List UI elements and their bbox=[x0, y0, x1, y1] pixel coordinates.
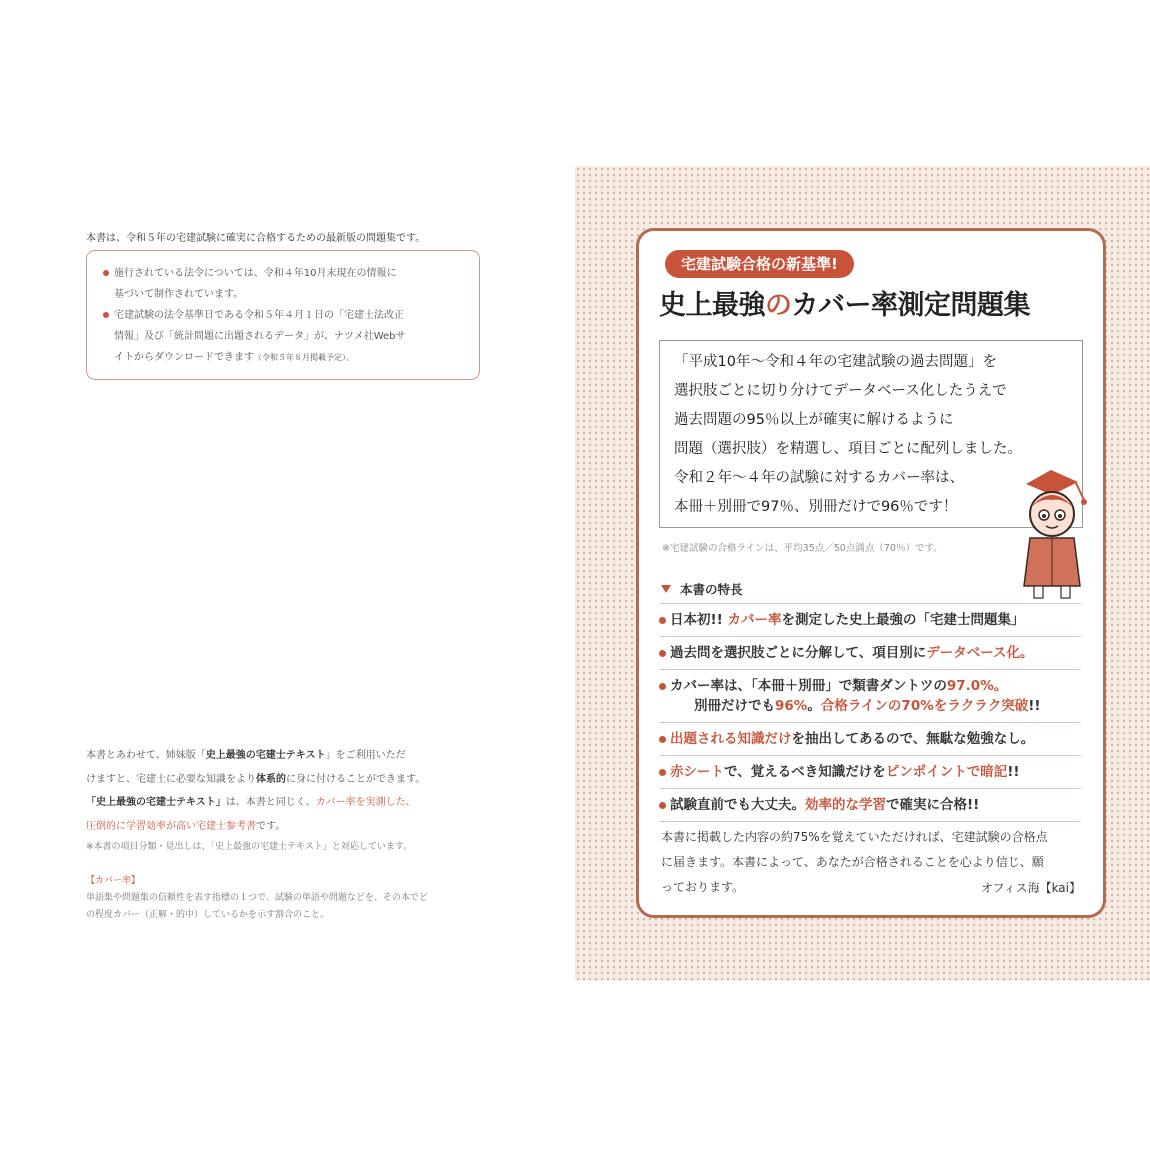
bullet-dot-icon bbox=[659, 769, 666, 776]
closing-text: に届きます。本書によって、あなたが合格されることを心より信じ、願 bbox=[661, 855, 1044, 869]
summary-line: 「平成10年～令和４年の宅建試験の過去問題」を bbox=[674, 354, 997, 370]
feature-text: 日本初!! bbox=[670, 612, 723, 628]
cover-rate-definition bbox=[86, 873, 506, 924]
triangle-down-icon bbox=[661, 585, 671, 593]
note-text: に身に付けることができます。 bbox=[286, 773, 426, 785]
author-signature: オフィス海【kai】 bbox=[980, 881, 1081, 895]
feature-item bbox=[659, 788, 1081, 822]
feature-highlight: 97.0%。 bbox=[946, 678, 1008, 694]
pass-line-note: ※宅建試験の合格ラインは、平均35点／50点満点（70％）です。 bbox=[662, 543, 943, 554]
feature-text: を抽出してあるので、無駄な勉強なし。 bbox=[791, 731, 1035, 747]
headline-badge: 宅建試験合格の新基準! bbox=[665, 250, 854, 278]
feature-text: !! bbox=[1007, 764, 1020, 780]
feature-text: 過去問を選択肢ごとに分解して、項目別に bbox=[670, 645, 927, 661]
feature-item bbox=[659, 755, 1081, 788]
note-highlight: カバー率を実測した、 bbox=[315, 797, 416, 808]
feature-highlight: データベース化。 bbox=[926, 645, 1034, 661]
summary-line: 選択肢ごとに切り分けてデータベース化したうえで bbox=[674, 383, 1007, 399]
page-title bbox=[659, 283, 1030, 322]
feature-text: !! bbox=[1028, 698, 1041, 714]
feature-text: で、覚えるべき知識だけを bbox=[724, 764, 886, 780]
feature-text: カバー率は、「本冊＋別冊」で類書ダントツの bbox=[670, 678, 947, 694]
note-text: けますと、宅建士に必要な知識をより bbox=[86, 773, 256, 785]
feature-highlight: 96% bbox=[775, 698, 808, 714]
notice-box bbox=[86, 250, 480, 380]
feature-text: 別冊だけでも bbox=[694, 698, 775, 714]
bullet-dot-icon bbox=[659, 683, 666, 690]
note-text: 本書とあわせて、姉妹版「 bbox=[86, 750, 206, 761]
title-text: カバー率測定問題集 bbox=[791, 290, 1030, 321]
note-text: は、本書と同じく、 bbox=[225, 797, 316, 808]
book-title: 史上最強の宅建士テキスト bbox=[205, 750, 326, 761]
summary-line: 問題（選択肢）を精選し、項目ごとに配列しました。 bbox=[674, 441, 1022, 457]
feature-text: 試験直前でも大丈夫。 bbox=[670, 797, 805, 813]
summary-line: 令和２年～４年の試験に対するカバー率は、 bbox=[674, 470, 964, 486]
closing-text: っております。 bbox=[661, 880, 745, 894]
notice-bullet bbox=[103, 263, 465, 305]
summary-line: 過去問題の95％以上が確実に解けるように bbox=[674, 412, 954, 428]
feature-text: を測定した史上最強の「宅建士問題集」 bbox=[781, 612, 1025, 628]
definition-text: の程度カバー（正解・的中）しているかを示す割合のこと。 bbox=[86, 910, 330, 920]
bullet-dot-icon bbox=[659, 802, 666, 809]
definition-text: 単語集や問題集の信頼性を表す指標の１つで、試験の単語や問題などを、その本でど bbox=[86, 893, 428, 903]
features-heading bbox=[661, 580, 743, 598]
notice-text: イトからダウンロードできます bbox=[114, 352, 254, 363]
bullet-dot-icon bbox=[659, 736, 666, 743]
notice-bullet bbox=[103, 305, 465, 368]
bullet-dot-icon bbox=[659, 650, 666, 657]
summary-line: 本冊＋別冊で97％、別冊だけで96％です！ bbox=[674, 499, 958, 515]
notice-text: 宅建試験の法令基準日である令和５年４月１日の「宅建士法改正 bbox=[114, 310, 404, 321]
notice-text: 施行されている法令については、令和４年10月末現在の情報に bbox=[114, 268, 397, 279]
companion-book-note bbox=[86, 744, 496, 856]
feature-highlight: 効率的な学習 bbox=[805, 797, 886, 813]
note-text: です。 bbox=[256, 820, 286, 832]
notice-text: 情報」及び「統計問題に出題されるデータ」が、ナツメ社Webサ bbox=[114, 331, 406, 342]
closing-text: 本書に掲載した内容の約75%を覚えていただければ、宅建試験の合格点 bbox=[661, 830, 1048, 844]
note-text: 」をご利用いただ bbox=[325, 750, 406, 761]
note-highlight: 圧倒的に学習効率が高い宅建士参考書 bbox=[86, 820, 256, 832]
intro-text: 本書は、令和５年の宅建試験に確実に合格するための最新版の問題集です。 bbox=[86, 233, 426, 244]
feature-highlight: カバー率 bbox=[727, 612, 782, 628]
graduate-mascot-icon bbox=[1006, 462, 1096, 602]
notice-small-text: （令和５年８月掲載予定）。 bbox=[254, 353, 354, 362]
feature-highlight: ピンポイントで暗記 bbox=[885, 764, 1008, 780]
features-heading-text: 本書の特長 bbox=[680, 582, 743, 597]
feature-highlight: 合格ラインの70%をラクラク突破 bbox=[820, 698, 1029, 714]
feature-highlight: 出題される知識だけ bbox=[670, 731, 792, 747]
title-text: の bbox=[765, 290, 792, 321]
feature-item bbox=[659, 669, 1081, 722]
note-footnote: ※本書の項目分類・見出しは、「史上最強の宅建士テキスト」と対応しています。 bbox=[86, 842, 413, 852]
feature-highlight: 赤シート bbox=[670, 764, 724, 780]
book-title: 「史上最強の宅建士テキスト」 bbox=[86, 797, 226, 808]
definition-tag: 【カバー率】 bbox=[86, 876, 141, 886]
note-emphasis: 体系的 bbox=[256, 773, 286, 785]
feature-text: で確実に合格!! bbox=[886, 797, 980, 813]
closing-message bbox=[661, 825, 1081, 896]
title-text: 史上最強 bbox=[659, 290, 765, 321]
feature-item bbox=[659, 722, 1081, 755]
feature-text: 。 bbox=[807, 698, 821, 714]
bullet-dot-icon bbox=[659, 617, 666, 624]
bullet-dot-icon bbox=[103, 270, 109, 276]
notice-text: 基づいて制作されています。 bbox=[114, 289, 244, 300]
bullet-dot-icon bbox=[103, 312, 109, 318]
feature-item bbox=[659, 636, 1081, 669]
feature-list bbox=[659, 603, 1081, 822]
feature-item bbox=[659, 603, 1081, 636]
